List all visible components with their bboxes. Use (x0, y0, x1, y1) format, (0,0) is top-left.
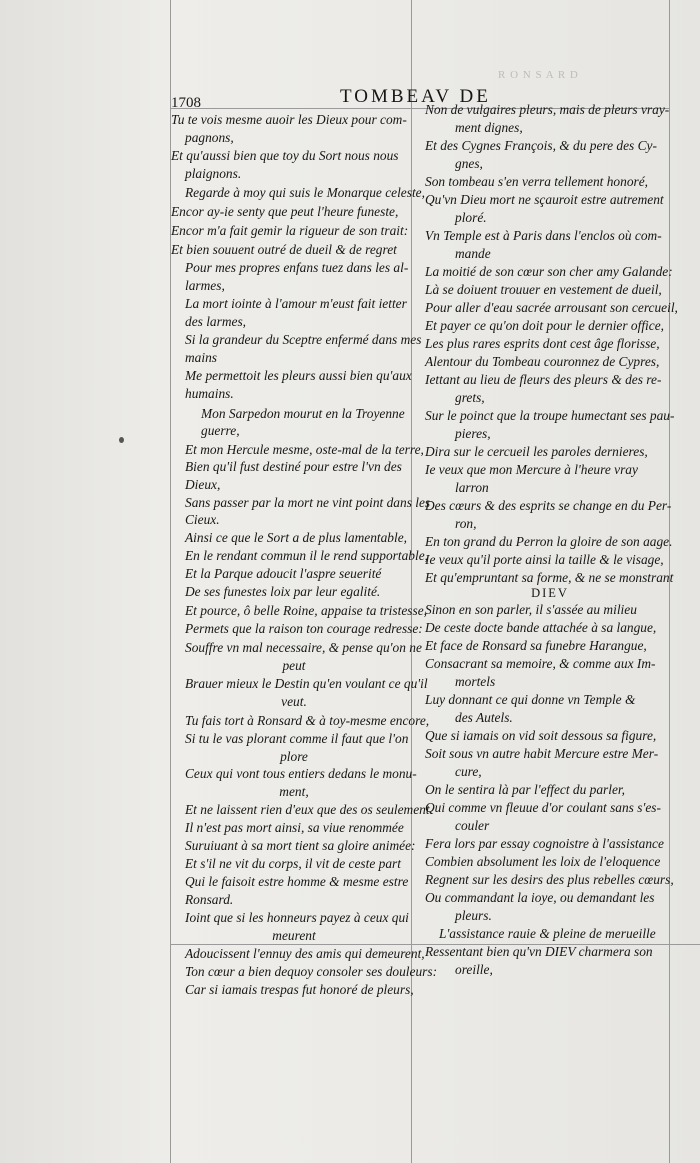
verse-line: Les plus rares esprits dont cest âge florisse, (425, 336, 660, 351)
verse-line: La mort iointe à l'amour m'eust fait ietter (185, 296, 407, 311)
verse-line: ron, (455, 516, 477, 531)
verse-line: cure, (455, 764, 482, 779)
verse-line: grets, (455, 390, 485, 405)
verse-line: Tu fais tort à Ronsard & à toy-mesme encore, (185, 713, 430, 728)
verse-line: Car si iamais trespas fut honoré de pleurs, (185, 982, 414, 997)
verse-line: Qu'vn Dieu mort ne sçauroit estre autrement (425, 192, 664, 207)
verse-line: Tu te vois mesme auoir les Dieux pour com- (171, 112, 407, 127)
verse-line: Pour mes propres enfans tuez dans les al- (185, 260, 409, 275)
verse-line: Ronsard. (185, 892, 234, 907)
verse-line: pieres, (455, 426, 491, 441)
verse-line: Ton cœur a bien dequoy consoler ses douleurs: (185, 964, 438, 979)
verse-line: Alentour du Tombeau couronnez de Cypres, (425, 354, 660, 369)
verse-line: Sans passer par la mort ne vint point dans les (185, 495, 431, 510)
verse-line: La moitié de son cœur son cher amy Galande: (425, 264, 673, 279)
verse-line: De ceste docte bande attachée à sa langue, (425, 620, 657, 635)
verse-line: Pour aller d'eau sacrée arrousant son cercueil, (425, 300, 678, 315)
verse-line: Si tu le vas plorant comme il faut que l'on (185, 731, 409, 746)
verse-line: On le sentira là par l'effect du parler, (425, 782, 625, 797)
verse-line: Regnent sur les desirs des plus rebelles cœurs, (425, 872, 674, 887)
verse-line: Non de vulgaires pleurs, mais de pleurs vray- (425, 102, 670, 117)
verse-line: Et qu'empruntant sa forme, & ne se monstrant (425, 570, 674, 585)
verse-line: ment, (279, 784, 309, 799)
verse-line: Cieux. (185, 512, 220, 527)
verse-line: Et pource, ô belle Roine, appaise ta tristesse, (185, 603, 427, 618)
verse-line: Dieux, (185, 477, 221, 492)
verse-line: couler (455, 818, 490, 833)
ink-smudge (119, 437, 124, 443)
verse-line: des Autels. (455, 710, 513, 725)
verse-line: gnes, (455, 156, 483, 171)
verse-line: Luy donnant ce qui donne vn Temple & (425, 692, 636, 707)
verse-line: Iettant au lieu de fleurs des pleurs & des re- (425, 372, 662, 387)
verse-line: Soit sous vn autre habit Mercure estre Mer- (425, 746, 659, 761)
verse-line: Vn Temple est à Paris dans l'enclos où com- (425, 228, 662, 243)
verse-line: plaignons. (185, 166, 242, 181)
verse-line: peut (282, 658, 306, 673)
running-title: TOMBEAV DE (340, 86, 491, 107)
verse-line: Et face de Ronsard sa funebre Harangue, (425, 638, 647, 653)
verse-line: Et qu'aussi bien que toy du Sort nous nous (171, 148, 399, 163)
verse-line: Et payer ce qu'on doit pour le dernier office, (425, 318, 665, 333)
verse-line: Combien absolument les loix de l'eloquence (425, 854, 661, 869)
left-column-rule (170, 0, 171, 1163)
verse-line: Suruiuant à sa mort tient sa gloire animée: (185, 838, 416, 853)
verse-line: DIEV (531, 586, 569, 600)
verse-line: Sinon en son parler, il s'assée au milieu (425, 602, 637, 617)
verse-line: Mon Sarpedon mourut en la Troyenne (201, 406, 405, 421)
verse-line: humains. (185, 386, 234, 401)
verse-line: plore (280, 749, 308, 764)
verse-line: Fera lors par essay cognoistre à l'assistance (425, 836, 664, 851)
verse-line: pleurs. (455, 908, 492, 923)
verse-line: larron (455, 480, 489, 495)
verse-line: larmes, (185, 278, 225, 293)
verse-line: Ioint que si les honneurs payez à ceux qui (185, 910, 409, 925)
verse-line: L'assistance rauie & pleine de merueille (439, 926, 656, 941)
verse-line: Ou commandant la ioye, ou demandant les (425, 890, 655, 905)
verse-line: Consacrant sa memoire, & comme aux Im- (425, 656, 656, 671)
verse-line: Encor m'a fait gemir la rigueur de son trait: (171, 223, 409, 238)
verse-line: Regarde à moy qui suis le Monarque celeste, (185, 185, 425, 200)
verse-line: Et mon Hercule mesme, oste-mal de la terre, (185, 442, 424, 457)
verse-line: Si la grandeur du Sceptre enfermé dans mes (185, 332, 422, 347)
verse-line: pagnons, (185, 130, 234, 145)
verse-line: mains (185, 350, 217, 365)
verse-line: meurent (272, 928, 316, 943)
verse-line: Là se doiuent trouuer en vestement de dueil, (425, 282, 662, 297)
verse-line: Ainsi ce que le Sort a de plus lamentable, (185, 530, 408, 545)
bleed-through-text: R O N S A R D (498, 69, 579, 81)
verse-line: ploré. (455, 210, 487, 225)
verse-line: guerre, (201, 423, 240, 438)
verse-line: Ceux qui vont tous entiers dedans le monu- (185, 766, 417, 781)
verse-line: En le rendant commun il le rend supportable, (185, 548, 428, 563)
verse-line: Encor ay-ie senty que peut l'heure funeste, (171, 204, 399, 219)
verse-line: Et des Cygnes François, & du pere des Cy- (425, 138, 657, 153)
verse-line: Que si iamais on vid soit dessous sa figure, (425, 728, 657, 743)
verse-line: De ses funestes loix par leur egalité. (185, 584, 381, 599)
verse-line: En ton grand du Perron la gloire de son aage. (425, 534, 673, 549)
verse-line: oreille, (455, 962, 493, 977)
verse-line: Des cœurs & des esprits se change en du Per- (425, 498, 672, 513)
verse-line: Brauer mieux le Destin qu'en voulant ce qu'il (185, 676, 428, 691)
verse-line: Il n'est pas mort ainsi, sa viue renommée (185, 820, 404, 835)
verse-line: ment dignes, (455, 120, 523, 135)
verse-line: Son tombeau s'en verra tellement honoré, (425, 174, 649, 189)
verse-line: Bien qu'il fust destiné pour estre l'vn des (185, 459, 402, 474)
verse-line: Sur le poinct que la troupe humectant ses pau- (425, 408, 675, 423)
verse-line: Et ne laissent rien d'eux que des os seulement. (185, 802, 433, 817)
verse-line: mortels (455, 674, 496, 689)
verse-line: Et s'il ne vit du corps, il vit de ceste part (185, 856, 401, 871)
verse-line: Me permettoit les pleurs aussi bien qu'aux (185, 368, 412, 383)
page-number: 1708 (171, 95, 201, 111)
verse-line: veut. (281, 694, 307, 709)
verse-line: Adoucissent l'ennuy des amis qui demeurent, (185, 946, 425, 961)
verse-line: Et la Parque adoucit l'aspre seuerité (185, 566, 382, 581)
verse-line: Souffre vn mal necessaire, & pense qu'on ne (185, 640, 422, 655)
verse-line: Et bien souuent outré de dueil & de regret (171, 242, 397, 257)
verse-line: Ressentant bien qu'vn DIEV charmera son (425, 944, 653, 959)
verse-line: Dira sur le cercueil les paroles dernieres, (425, 444, 648, 459)
verse-line: Ie veux que mon Mercure à l'heure vray (425, 462, 638, 477)
verse-line: Qui comme vn fleuue d'or coulant sans s'es- (425, 800, 661, 815)
verse-line: Ie veux qu'il porte ainsi la taille & le visage, (425, 552, 664, 567)
verse-line: Permets que la raison ton courage redresse: (185, 621, 423, 636)
verse-line: Qui le faisoit estre homme & mesme estre (185, 874, 409, 889)
verse-line: des larmes, (185, 314, 246, 329)
verse-line: mande (455, 246, 491, 261)
